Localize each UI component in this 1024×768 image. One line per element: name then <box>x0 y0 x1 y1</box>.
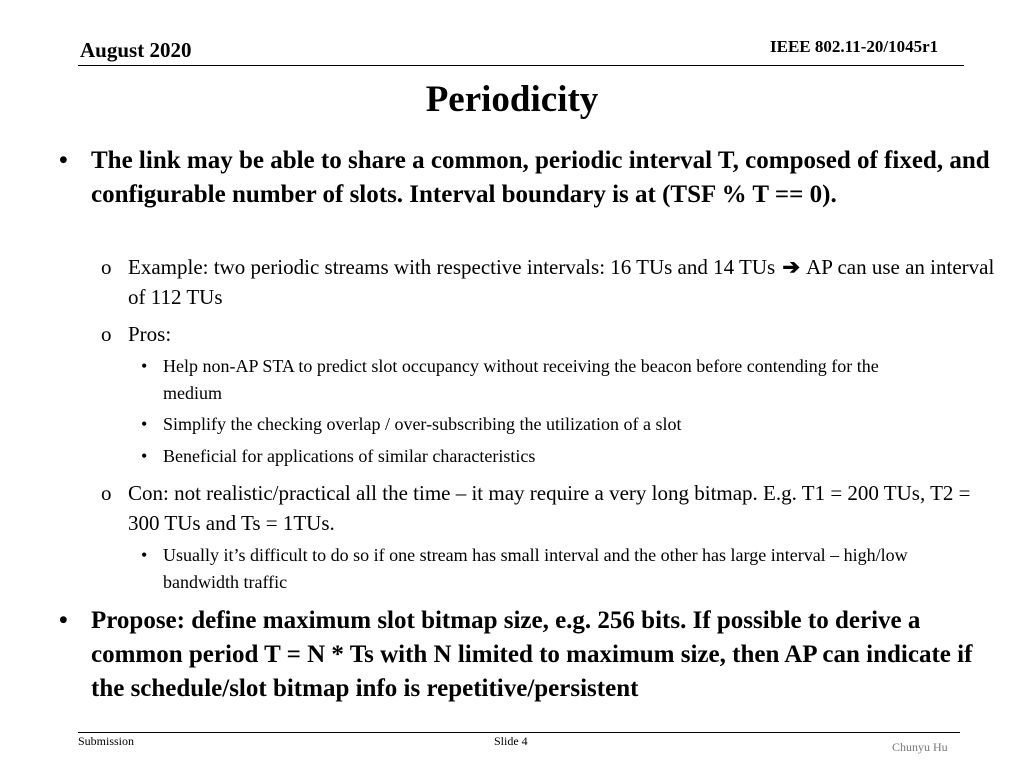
example-result-text: AP can use an interval of 112 TUs <box>128 255 995 309</box>
con-item-difficulty <box>141 542 933 596</box>
bullet-glyph: • <box>59 607 68 634</box>
bullet-glyph: • <box>141 356 148 376</box>
bullet-propose <box>59 604 996 706</box>
sub-bullet-example <box>101 252 998 312</box>
header-divider <box>78 65 964 66</box>
footer-slide-number: Slide 4 <box>494 734 528 748</box>
pro-text: Beneficial for applications of similar characteristics <box>163 446 536 466</box>
footer-author: Chunyu Hu <box>892 740 948 754</box>
sub-bullet-pros <box>101 319 998 349</box>
bullet-text: The link may be able to share a common, periodic interval T, composed of fixed, and configurable number of slots. Interval boundary is at (TSF % T == 0). <box>91 147 990 208</box>
bullet-glyph: o <box>101 322 112 346</box>
pro-text: Help non-AP STA to predict slot occupancy without receiving the beacon before contending for the medium <box>163 356 879 403</box>
con-text: Con: not realistic/practical all the time – it may require a very long bitmap. E.g. T1 = 200 TUs, T2 = 300 TUs and Ts = 1TUs. <box>128 481 971 535</box>
right-arrow-icon: ➔ <box>782 255 801 279</box>
pro-item-similar <box>141 443 933 470</box>
header-date: August 2020 <box>80 38 192 62</box>
pro-item-overlap <box>141 411 933 438</box>
slide-title: Periodicity <box>425 79 599 120</box>
bullet-text: Propose: define maximum slot bitmap size, e.g. 256 bits. If possible to derive a common period T = N * Ts with N limited to maximum size, then AP can indicate if the schedule/slot bitmap info is repetitive/persistent <box>91 607 973 702</box>
bullet-glyph: • <box>141 545 148 565</box>
sub-bullet-con <box>101 478 998 538</box>
bullet-glyph: • <box>141 414 148 434</box>
footer-divider <box>78 732 960 733</box>
con-detail-text: Usually it’s difficult to do so if one stream has small interval and the other has large interval – high/low bandwidth traffic <box>163 545 908 592</box>
pro-item-predict <box>141 353 933 407</box>
bullet-glyph: • <box>59 147 68 174</box>
pros-label: Pros: <box>128 322 172 346</box>
bullet-glyph: o <box>101 481 112 505</box>
header-doc-id: IEEE 802.11-20/1045r1 <box>770 37 939 56</box>
bullet-common-interval <box>59 144 996 212</box>
bullet-glyph: • <box>141 446 148 466</box>
bullet-glyph: o <box>101 255 112 279</box>
pro-text: Simplify the checking overlap / over-subscribing the utilization of a slot <box>163 414 682 434</box>
example-text: Example: two periodic streams with respective intervals: 16 TUs and 14 TUs <box>128 255 776 279</box>
footer-submission: Submission <box>78 734 135 748</box>
